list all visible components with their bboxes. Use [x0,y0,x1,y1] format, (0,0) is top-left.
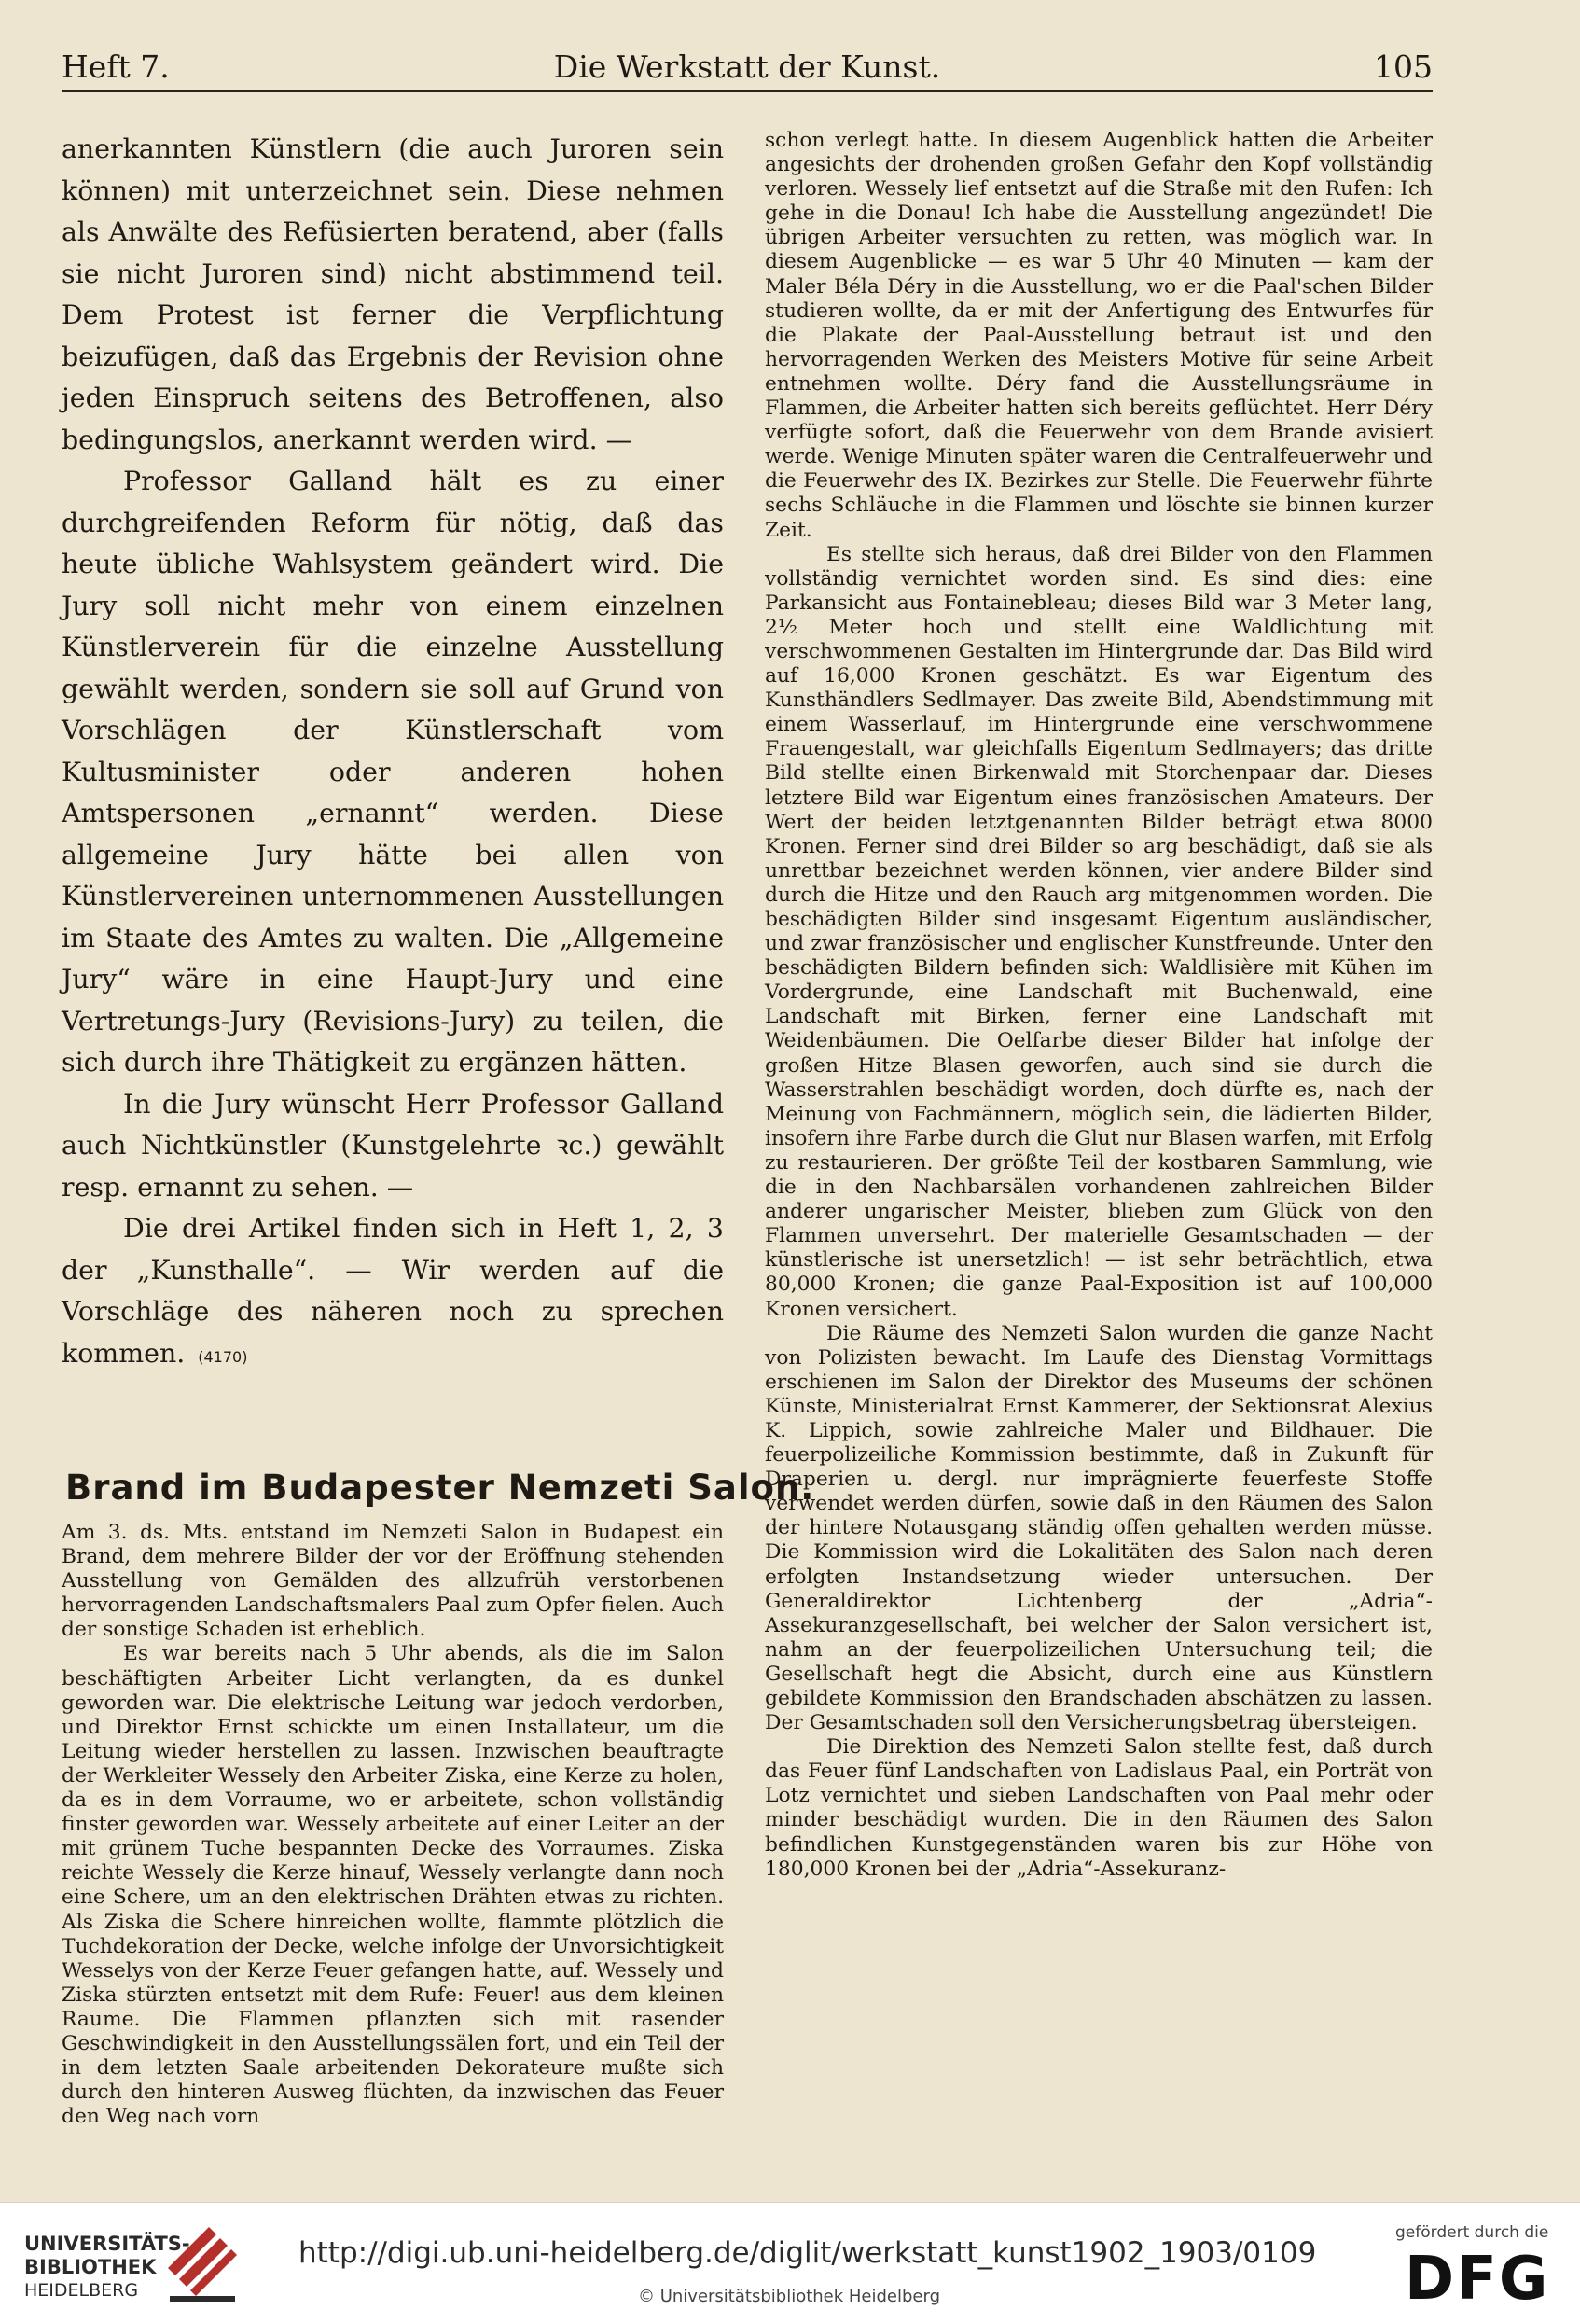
issue-number: Heft 7. [62,49,170,85]
paragraph-final [62,1208,724,1378]
paragraph: In die Jury wünscht Herr Professor Galland auch Nichtkünstler (Kunstgelehrte ꝛc.) gewählt resp. ernannt zu sehen. — [62,1088,724,1203]
viewer-footer [0,2202,1580,2324]
section-heading: Brand im Budapester Nemzeti Salon. [65,1468,815,1508]
jury-article-continuation [62,129,724,1378]
running-header [62,47,1433,92]
fire-article [62,1521,724,2129]
left-column [62,129,815,2129]
paragraph: Die Räume des Nemzeti Salon wurden die ganze Nacht von Polizisten bewacht. Im Laufe des Dienstag Vormittags erschienen im Salon der Direktor des Museums der schönen Künste, Ministerialrat Ernst Kammerer, der Sektionsrat Alexius K. Lippich, sowie zahlreiche Maler und Bildhauer. Die feuerpolizeiliche Kommission bestimmte, daß in Zukunft für Draperien u. dergl. nur imprägnierte feuerfeste Stoffe verwendet werden dürfen, sowie daß in den Räumen des Salon der hintere Notausgang ständig offen gehalten werden müsse. Die Kommission wird die Lokalitäten des Salon nach deren erfolgten Instandsetzung wieder untersuchen. Der Generaldirektor Lichtenberg der „Adria“-Assekuranzgesellschaft, bei welcher der Salon versichert ist, nahm an der feuerpolizeilichen Untersuchung teil; die Gesellschaft hegt die Absicht, durch eine aus Künstlern gebildete Kommission den Brandschaden abschätzen zu lassen. Der Gesamtschaden soll den Versicherungsbetrag übersteigen. [765,1321,1433,1735]
article-reference: (4170) [198,1347,248,1366]
right-column [765,129,1433,1882]
paragraph: Professor Galland hält es zu einer durchgreifenden Reform für nötig, daß das heute übliche Wahlsystem geändert wird. Die Jury soll nicht mehr von einem einzelnen Künstlerverein für die einzelne Ausstellung gewählt werden, sondern sie soll auf Grund von Vorschlägen der Künstlerschaft vom Kultusminister oder anderen hohen Amtspersonen „ernannt“ werden. Diese allgemeine Jury hätte bei allen von Künstlervereinen unternommenen Ausstellungen im Staate des Amtes zu walten. Die „Allgemeine Jury“ wäre in eine Haupt-Jury und eine Vertretungs-Jury (Revisions-Jury) zu teilen, die sich durch ihre Thätigkeit zu ergänzen hätten. [62,466,724,1078]
paragraph: Am 3. ds. Mts. entstand im Nemzeti Salon in Budapest ein Brand, dem mehrere Bilder der vor der Eröffnung stehenden Ausstellung von Gemälden des allzufrüh verstorbenen hervorragenden Landschaftsmalers Paal zum Opfer fielen. Auch der sonstige Schaden ist erheblich. [62,1521,724,1642]
sponsor-caption: gefördert durch die [1395,2223,1549,2242]
paragraph: Es war bereits nach 5 Uhr abends, als die im Salon beschäftigten Arbeiter Licht verlangten, da es dunkel geworden war. Die elektrische Leitung war jedoch verdorben, und Direktor Ernst schickte um einen Installateur, um die Leitung wieder herstellen zu lassen. Inzwischen beauftragte der Werkleiter Wessely den Arbeiter Ziska, eine Kerze zu holen, da es in dem Vorraume, wo er arbeitete, schon vollständig finster geworden war. Wessely arbeitete auf einer Leiter an der mit grünem Tuche bespannten Decke des Vorraumes. Ziska reichte Wessely die Kerze hinauf, Wessely verlangte dann noch eine Schere, um an den elektrischen Drähten etwas zu richten. Als Ziska die Schere hinreichen wollte, flammte plötzlich die Tuchdekoration der Decke, welche infolge der Unvorsichtigkeit Wesselys von der Kerze Feuer gefangen hatte, auf. Wessely und Ziska stürzten entsetzt mit dem Rufe: Feuer! aus dem kleinen Raume. Die Flammen pflanzten sich mit rasender Geschwindigkeit in den Ausstellungssälen fort, und ein Teil der in dem letzten Saale arbeitenden Dekorateure mußte sich durch den hinteren Ausweg flüchten, da inzwischen das Feuer den Weg nach vorn [62,1642,724,2129]
page-number: 105 [1374,49,1433,85]
fire-article-continuation [765,129,1433,1882]
paragraph: schon verlegt hatte. In diesem Augenblick hatten die Arbeiter angesichts der drohenden großen Gefahr den Kopf vollständig verloren. Wessely lief entsetzt auf die Straße mit den Rufen: Ich gehe in die Donau! Ich habe die Ausstellung angezündet! Die übrigen Arbeiter versuchten zu retten, was möglich war. In diesem Augenblicke — es war 5 Uhr 40 Minuten — kam der Maler Béla Déry in die Ausstellung, wo er die Paal'schen Bilder studieren wollte, da er mit der Anfertigung des Entwurfes für die Plakate der Paal-Ausstellung betraut ist und den hervorragenden Werken des Meisters Motive für seine Arbeit entnehmen wollte. Déry fand die Ausstellungsräume in Flammen, die Arbeiter hatten sich bereits geflüchtet. Herr Déry verfügte sofort, daß die Feuerwehr von dem Brande avisiert werde. Wenige Minuten später waren die Centralfeuerwehr und die Feuerwehr des IX. Bezirkes zur Stelle. Die Feuerwehr führte sechs Schläuche in die Flammen und löschte sie binnen kurzer Zeit. [765,129,1433,542]
paragraph: Die Direktion des Nemzeti Salon stellte fest, daß durch das Feuer fünf Landschaften von Ladislaus Paal, ein Porträt von Lotz vernichtet und sieben Landschaften von Paal mehr oder minder beschädigt wurden. Die in den Räumen des Salon befindlichen Kunstgegenständen waren bis zur Höhe von 180,000 Kronen bei der „Adria“-Assekuranz- [765,1735,1433,1881]
paragraph: Es stellte sich heraus, daß drei Bilder von den Flammen vollständig vernichtet worden sind. Es sind dies: eine Parkansicht aus Fontainebleau; dieses Bild war 3 Meter lang, 2½ Meter hoch und stellt eine Waldlichtung mit verschwommenen Gestalten im Hintergrunde dar. Das Bild wird auf 16,000 Kronen geschätzt. Es war Eigentum des Kunsthändlers Sedlmayer. Das zweite Bild, Abendstimmung mit einem Wasserlauf, im Hintergrunde eine verschwommene Frauengestalt, war gleichfalls Eigentum Sedlmayers; das dritte Bild stellte einen Birkenwald mit Storchenpaar dar. Dieses letztere Bild war Eigentum eines französischen Amateurs. Der Wert der beiden letztgenannten Bilder beträgt etwa 8000 Kronen. Ferner sind drei Bilder so arg beschädigt, daß sie als unrettbar bezeichnet werden können, vier andere Bilder sind durch die Hitze und den Rauch arg mitgenommen worden. Die beschädigten Bilder sind insgesamt Eigentum ausländischer, und zwar französischer und englischer Kunstfreunde. Unter den beschädigten Bildern befinden sich: Waldlisière mit Kühen im Vordergrunde, eine Landschaft mit Buchenwald, eine Landschaft mit Birken, ferner eine Landschaft mit Weidenbäumen. Die Oelfarbe dieser Bilder hat infolge der großen Hitze Blasen geworfen, auch sind sie durch die Wasserstrahlen beschädigt worden, doch dürfte es, nach der Meinung von Fachmännern, möglich sein, die lädierten Bilder, insofern ihre Farbe durch die Glut nur Blasen warfen, mit Erfolg zu restaurieren. Der größte Teil der kostbaren Sammlung, wie die in den Nachbarsälen vorhandenen zahlreichen Bilder anderer ungarischer Meister, blieben zum Glück von den Flammen unversehrt. Der materielle Gesamtschaden — der künstlerische ist unersetzlich! — ist sehr beträchtlich, etwa 80,000 Kronen; die ganze Paal-Exposition ist auf 100,000 Kronen versichert. [765,542,1433,1321]
paragraph-text: Die drei Artikel finden sich in Heft 1, 2, 3 der „Kunsthalle“. — Wir werden auf die Vorschläge des näheren noch zu sprechen kommen. [62,1213,724,1369]
logo-line: HEIDELBERG [24,2280,139,2301]
library-logo-icon [160,2221,241,2305]
logo-line: BIBLIOTHEK [24,2256,157,2278]
paragraph: anerkannten Künstlern (die auch Juroren sein können) mit unterzeichnet sein. Diese nehmen als Anwälte des Refüsierten beratend, aber (falls sie nicht Juroren sind) nicht abstimmend teil. Dem Protest ist ferner die Verpflichtung beizufügen, daß das Ergebnis der Revision ohne jeden Einspruch seitens des Betroffenen, also bedingungslos, anerkannt werden wird. — [62,133,724,455]
dfg-logo: DFG [1405,2245,1550,2314]
logo-line: UNIVERSITÄTS- [24,2233,190,2255]
journal-title: Die Werkstatt der Kunst. [553,49,941,85]
permalink[interactable]: http://digi.ub.uni-heidelberg.de/diglit/werkstatt_kunst1902_1903/0109 [298,2236,1317,2270]
copyright-notice: © Universitätsbibliothek Heidelberg [638,2287,941,2306]
